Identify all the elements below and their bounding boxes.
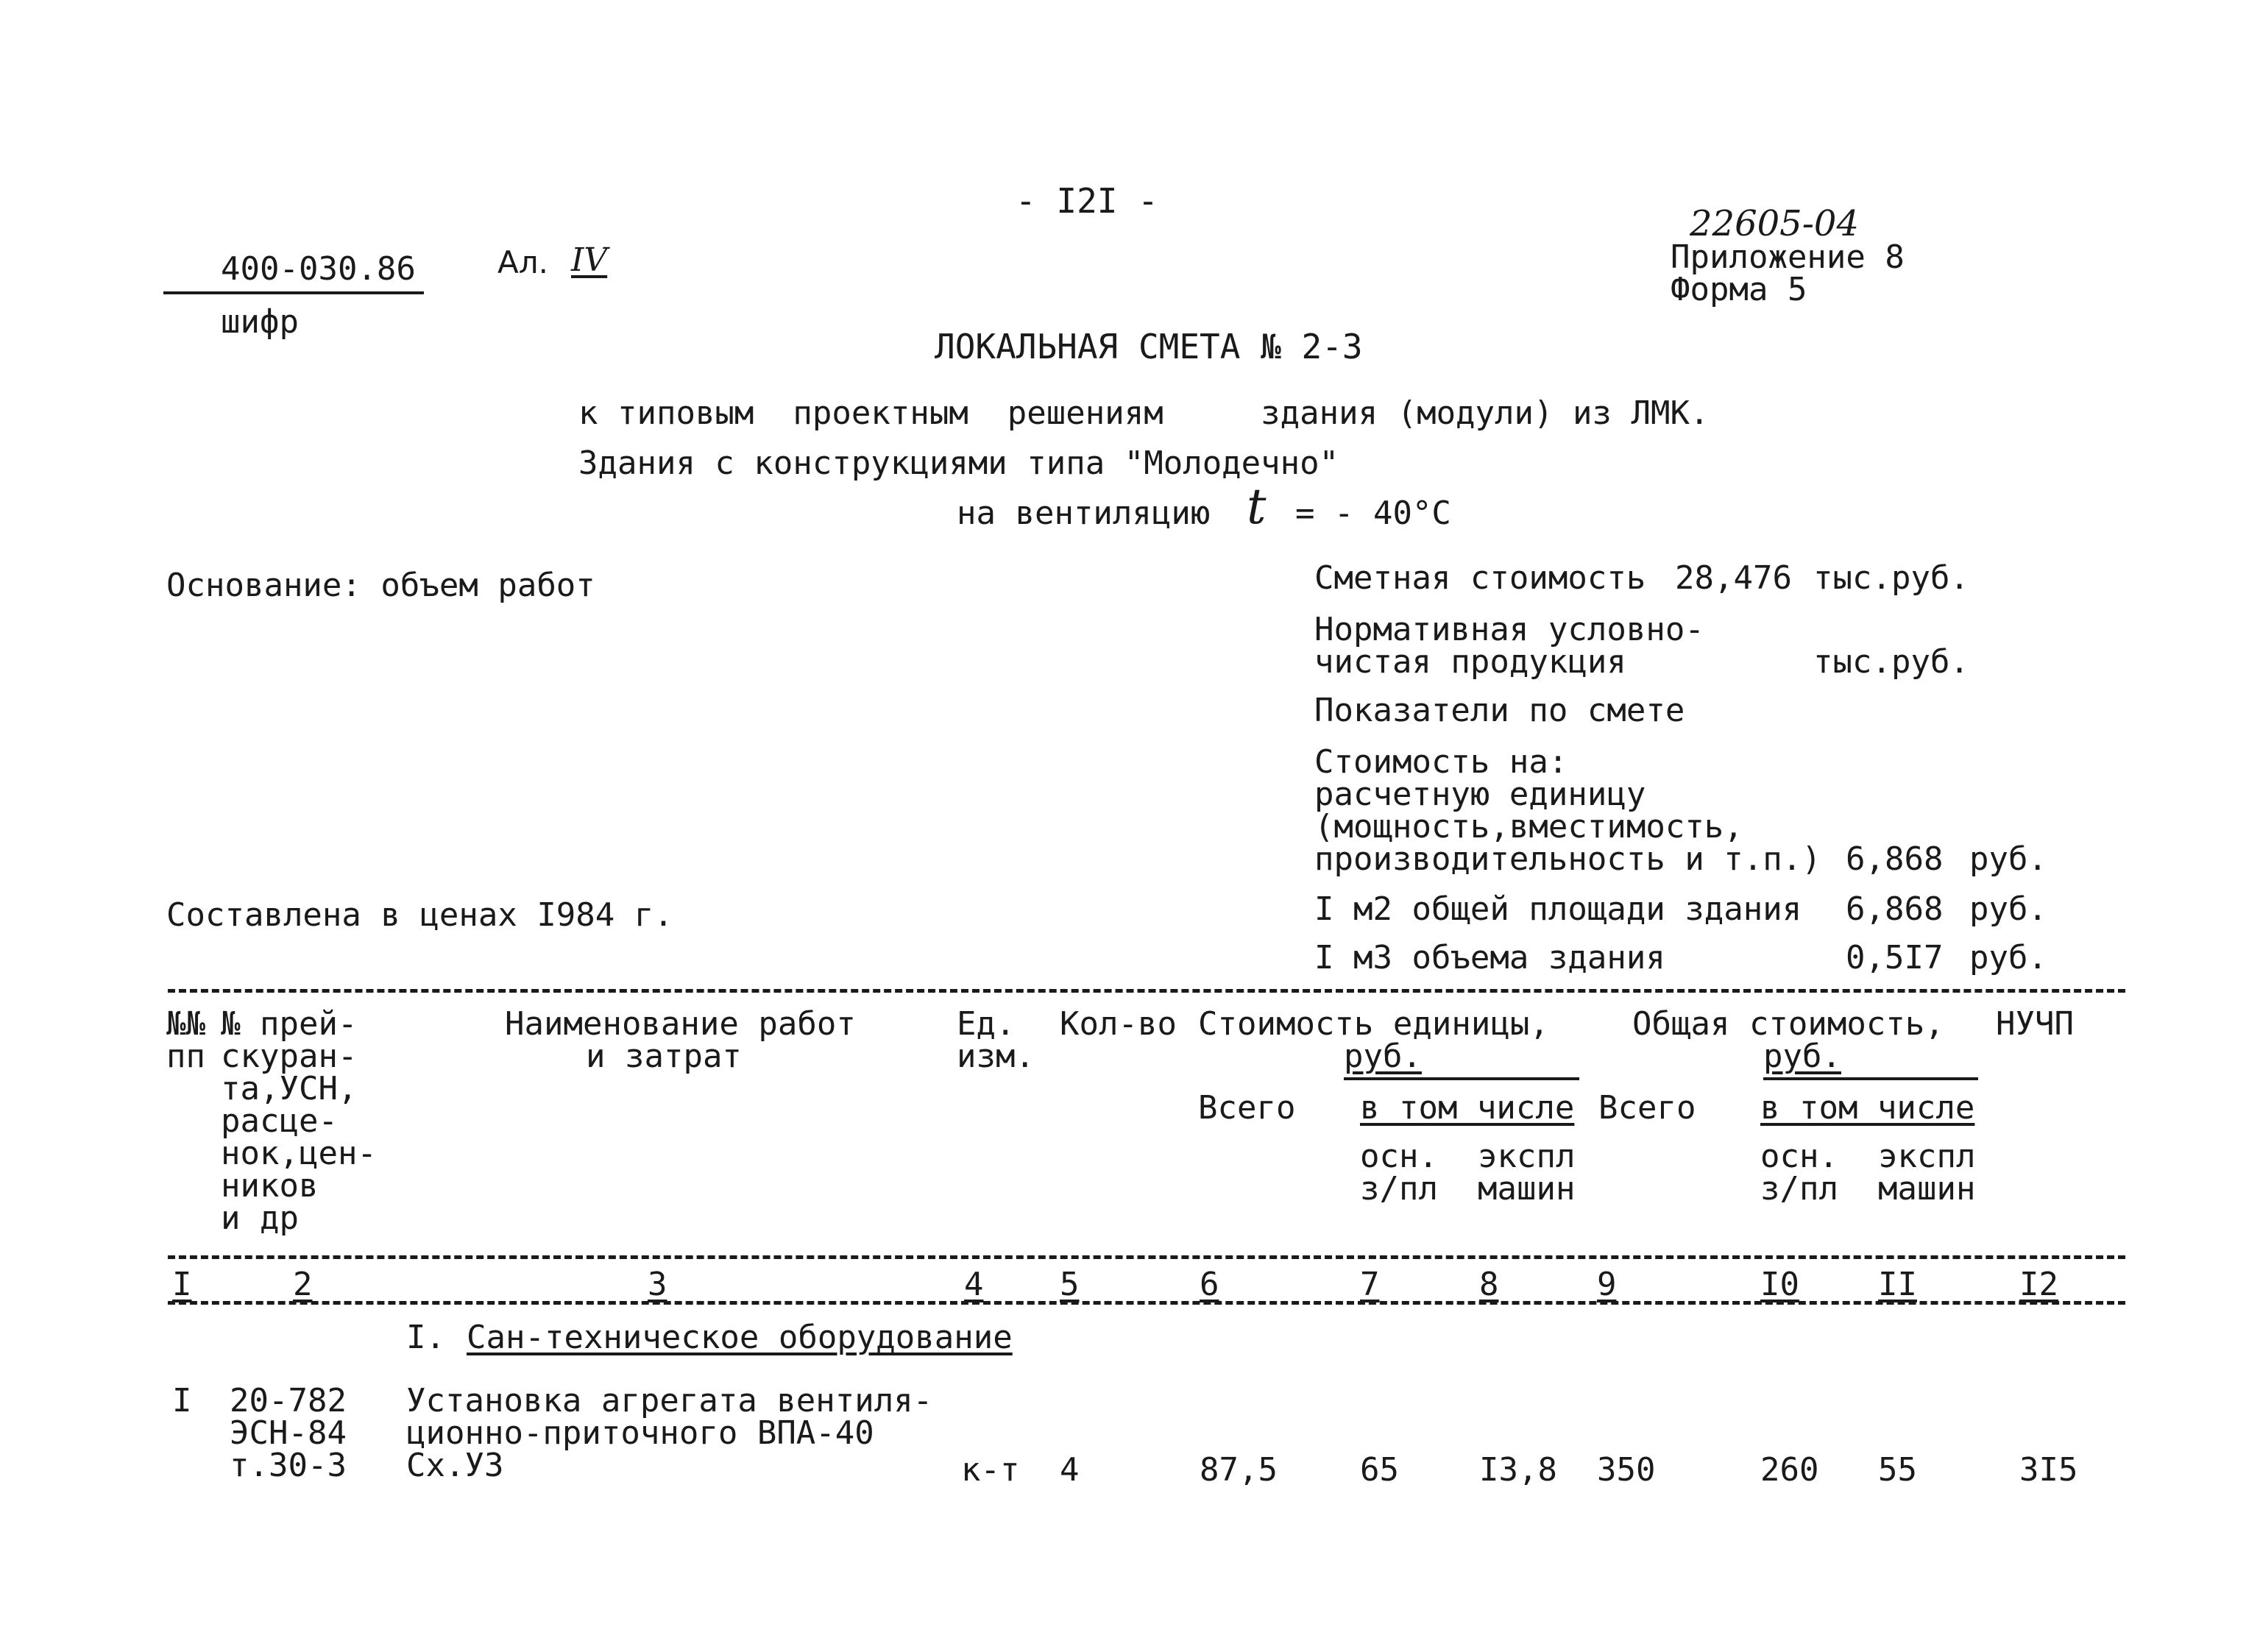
header-unit-cost-1: Стоимость единицы, [1198,1005,1549,1043]
normative-label-1: Нормативная условно- [1314,611,1704,648]
col-number-11: II [1878,1266,1917,1303]
cipher-underline [163,291,424,294]
row-unit-machine: I3,8 [1479,1451,1557,1489]
row-name-3: Сх.УЗ [406,1447,504,1484]
header-pricelist-1: № прей- [221,1005,358,1043]
header-bottom-dashed-rule [168,1255,2125,1259]
header-unit-2: изм. [957,1038,1035,1075]
page-number: - I2I - [1016,181,1158,221]
unit-label-3: производительность и т.п.) [1314,840,1821,878]
col-number-3: 3 [648,1266,667,1303]
subtitle-line-2: Здания с конструкциями типа "Молодечно" [578,444,1339,482]
m3-value: 0,5I7 [1846,939,1944,976]
row-no: I [172,1382,192,1419]
section-title: Сан-техническое оборудование [467,1319,1013,1356]
header-pricelist-6: ников [221,1167,319,1205]
m3-label: I м3 объема здания [1314,939,1665,976]
subtitle-line-1: к типовым проектным решениям здания (модули) из ЛМК. [578,394,1710,432]
row-code-3: т.30-3 [230,1447,347,1484]
cost-per-label: Стоимость на: [1314,743,1568,781]
handwritten-code: 22605-04 [1690,203,1859,244]
basis-label: Основание: объем работ [166,567,595,604]
header-total-machine-2: машин [1878,1170,1976,1208]
normative-unit: тыс.руб. [1813,643,1969,681]
header-name-1: Наименование работ [505,1005,856,1043]
m2-value: 6,868 [1846,890,1944,928]
header-grand-total: Всего [1598,1089,1696,1127]
header-total-incl: в том числе [1760,1089,1975,1127]
header-nuchp: НУЧП [1996,1005,2074,1043]
header-pricelist-2: скуран- [221,1038,358,1075]
col-number-5: 5 [1060,1266,1080,1303]
header-unit-1: Ед. [957,1005,1016,1043]
header-pricelist-3: та,УСН, [221,1070,358,1107]
header-qty: Кол-во [1060,1005,1177,1043]
col-number-12: I2 [2019,1266,2058,1303]
col-number-4: 4 [964,1266,984,1303]
m2-label: I м2 общей площади здания [1314,890,1802,928]
unit-label-1: расчетную единицу [1314,776,1646,813]
temperature-value: = - 40°С [1295,494,1451,532]
col-number-9: 9 [1597,1266,1617,1303]
row-code-1: 20-782 [230,1382,347,1419]
header-unit-wage-2: з/пл [1360,1170,1438,1208]
header-unit-machine-2: машин [1478,1170,1576,1208]
m3-unit: руб. [1969,939,2047,976]
temperature-symbol: t [1247,478,1267,535]
cipher-label: шифр [221,303,299,341]
col-number-1: I [172,1266,192,1303]
unit-value: 6,868 [1846,840,1944,878]
header-pricelist-5: нок,цен- [221,1135,377,1172]
m2-unit: руб. [1969,890,2047,928]
form-label: Форма 5 [1671,271,1807,308]
row-unit-total: 87,5 [1200,1451,1278,1489]
header-total-machine-1: экспл [1878,1138,1976,1175]
header-pricelist-4: расце- [221,1102,338,1140]
unit-cost-rule [1344,1077,1579,1080]
header-no-1: №№ [166,1005,205,1043]
row-total-wage: 260 [1760,1451,1819,1489]
header-unit-machine-1: экспл [1478,1138,1576,1175]
unit-unit: руб. [1969,840,2047,878]
row-unit: к-т [961,1451,1020,1489]
indicators-label: Показатели по смете [1314,692,1685,729]
estimated-cost-unit: тыс.руб. [1813,559,1969,597]
header-total-wage-1: осн. [1760,1138,1838,1175]
section-number: I. [406,1319,445,1356]
prices-label: Составлена в ценах I984 г. [166,896,673,934]
cipher-code: 400-030.86 [221,250,416,288]
header-unit-wage-1: осн. [1360,1138,1438,1175]
album-number: IV [571,241,608,279]
row-name-2: ционно-приточного ВПА-40 [406,1414,874,1452]
row-qty: 4 [1060,1451,1080,1489]
unit-label-2: (мощность,вместимость, [1314,808,1743,846]
col-number-8: 8 [1479,1266,1499,1303]
header-total-cost-1: Общая стоимость, [1632,1005,1944,1043]
normative-label-2: чистая продукция [1314,643,1626,681]
row-nuchp: 3I5 [2019,1451,2078,1489]
album-prefix: Ал. [497,244,548,280]
header-total-cost-2: руб. [1763,1038,1841,1075]
col-number-2: 2 [293,1266,313,1303]
subtitle-line-3: на вентиляцию [957,494,1211,532]
document-title: ЛОКАЛЬНАЯ СМЕТА № 2-3 [935,327,1363,366]
header-unit-incl: в том числе [1360,1089,1575,1127]
col-number-10: I0 [1760,1266,1799,1303]
total-cost-rule [1763,1077,1978,1080]
col-number-7: 7 [1360,1266,1380,1303]
header-unit-cost-2: руб. [1344,1038,1422,1075]
row-name-1: Установка агрегата вентиля- [406,1382,933,1419]
row-total-machine: 55 [1878,1451,1917,1489]
row-total: 350 [1597,1451,1656,1489]
numbers-bottom-dashed-rule [168,1301,2125,1305]
appendix-label: Приложение 8 [1671,238,1905,276]
table-top-dashed-rule [168,989,2125,993]
col-number-6: 6 [1200,1266,1219,1303]
header-pricelist-7: и др [221,1199,299,1237]
header-unit-total: Всего [1198,1089,1296,1127]
estimated-cost-value: 28,476 [1675,559,1792,597]
header-name-2: и затрат [586,1038,742,1075]
estimated-cost-label: Сметная стоимость [1314,559,1646,597]
row-unit-wage: 65 [1360,1451,1399,1489]
header-no-2: пп [166,1038,205,1075]
row-code-2: ЭСН-84 [230,1414,347,1452]
header-total-wage-2: з/пл [1760,1170,1838,1208]
